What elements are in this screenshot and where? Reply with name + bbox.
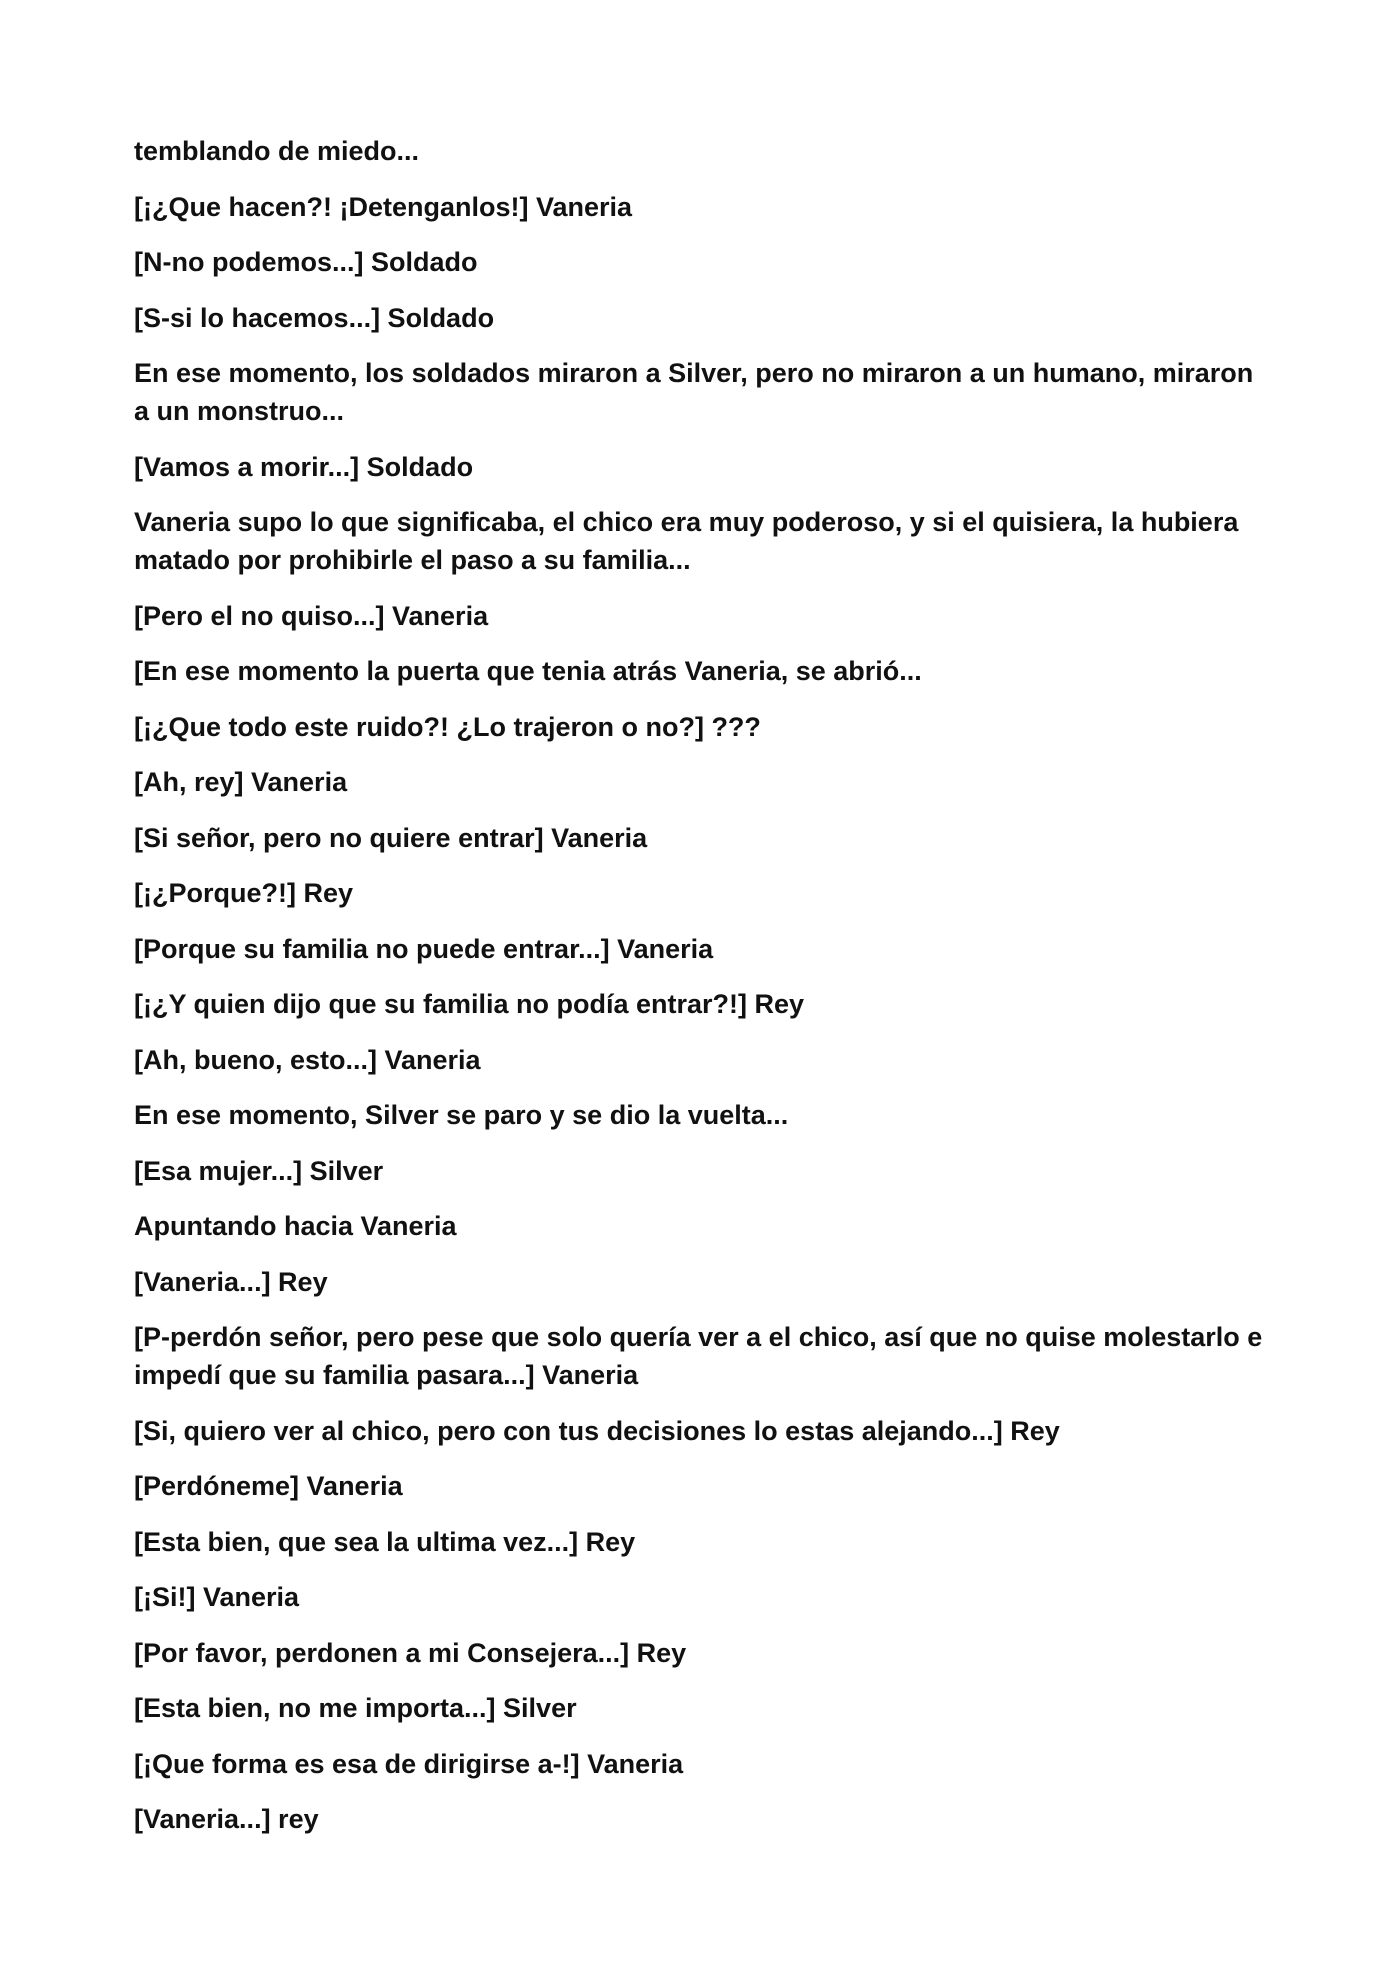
paragraph-15: [¡¿Y quien dijo que su familia no podía entrar?!] Rey (134, 989, 805, 1019)
paragraph-17: En ese momento, Silver se paro y se dio la vuelta... (134, 1100, 789, 1130)
paragraph-26: [Por favor, perdonen a mi Consejera...] Rey (134, 1637, 687, 1668)
paragraph-5: En ese momento, los soldados miraron a Silver, pero no miraron a un humano, miraron a un monstruo... (134, 358, 1254, 426)
paragraph-24: [Esta bien, que sea la ultima vez...] Rey (134, 1526, 636, 1557)
paragraph-6: [Vamos a morir...] Soldado (134, 451, 474, 482)
paragraph-27: [Esta bien, no me importa...] Silver (134, 1693, 577, 1723)
paragraph-2: [¡¿Que hacen?! ¡Detenganlos!] Vaneria (134, 191, 633, 222)
paragraph-19: Apuntando hacia Vaneria (134, 1211, 457, 1241)
paragraph-18: [Esa mujer...] Silver (134, 1155, 384, 1186)
paragraph-8: [Pero el no quiso...] Vaneria (134, 600, 489, 631)
paragraph-21: [P-perdón señor, pero pese que solo quería ver a el chico, así que no quise molestarlo e impedí que su familia pasara...] Vaneria (134, 1322, 1263, 1390)
paragraph-3: [N-no podemos...] Soldado (134, 247, 478, 277)
paragraph-29: [Vaneria...] rey (134, 1804, 319, 1834)
paragraph-22: [Si, quiero ver al chico, pero con tus decisiones lo estas alejando...] Rey (134, 1415, 1060, 1446)
paragraph-9: [En ese momento la puerta que tenia atrás Vaneria, se abrió... (134, 656, 922, 686)
paragraph-11: [Ah, rey] Vaneria (134, 767, 348, 797)
paragraph-25: [¡Si!] Vaneria (134, 1582, 300, 1612)
paragraph-1: temblando de miedo... (134, 136, 420, 166)
paragraph-14: [Porque su familia no puede entrar...] Vaneria (134, 933, 714, 964)
paragraph-16: [Ah, bueno, esto...] Vaneria (134, 1044, 481, 1075)
paragraph-20: [Vaneria...] Rey (134, 1266, 328, 1297)
paragraph-13: [¡¿Porque?!] Rey (134, 878, 353, 908)
paragraph-7: Vaneria supo lo que significaba, el chico era muy poderoso, y si el quisiera, la hubiera matado por prohibirle el paso a su familia... (134, 507, 1239, 575)
paragraph-28: [¡Que forma es esa de dirigirse a-!] Vaneria (134, 1748, 684, 1779)
document-body (134, 132, 1274, 1856)
paragraph-10: [¡¿Que todo este ruido?! ¿Lo trajeron o no?] ??? (134, 711, 761, 742)
paragraph-12: [Si señor, pero no quiere entrar] Vaneria (134, 822, 648, 853)
paragraph-4: [S-si lo hacemos...] Soldado (134, 302, 495, 333)
paragraph-23: [Perdóneme] Vaneria (134, 1471, 403, 1501)
